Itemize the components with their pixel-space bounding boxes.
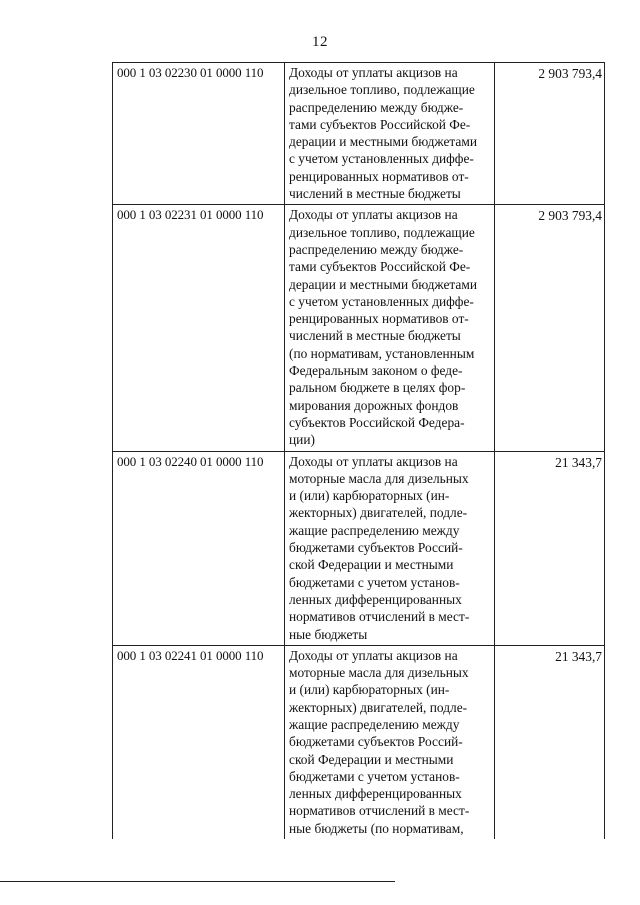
revenue-name-line: бюджетами субъектов Россий- xyxy=(289,734,463,750)
revenue-name-line: ные бюджеты (по нормативам, xyxy=(289,820,464,836)
revenue-name-line: распределению между бюдже- xyxy=(289,241,464,257)
revenue-name-line: субъектов Российской Федера- xyxy=(289,414,465,430)
revenue-name-line: числений в местные бюджеты xyxy=(289,328,461,344)
table-row xyxy=(113,451,605,645)
table-row xyxy=(113,205,605,451)
revenue-name-line: ленных дифференцированных xyxy=(289,591,462,607)
revenue-name-line: с учетом установленных диффе- xyxy=(289,293,474,309)
revenue-name-line: моторные масла для дизельных xyxy=(289,470,469,486)
revenue-name-line: и (или) карбюраторных (ин- xyxy=(289,682,450,698)
revenue-name-line: мирования дорожных фондов xyxy=(289,397,459,413)
revenue-code: 000 1 03 02231 01 0000 110 xyxy=(113,205,285,451)
revenue-name-line: бюджетами с учетом установ- xyxy=(289,768,460,784)
revenue-name xyxy=(285,645,495,839)
revenue-name-line: тами субъектов Российской Фе- xyxy=(289,116,471,132)
revenue-name-line: ции) xyxy=(289,432,315,448)
revenue-name-line: ренцированных нормативов от- xyxy=(289,311,469,327)
page-number: 12 xyxy=(312,34,328,50)
revenue-name-line: Федеральным законом о феде- xyxy=(289,363,463,379)
revenue-name-line: распределению между бюдже- xyxy=(289,99,464,115)
revenue-name-line: ные бюджеты xyxy=(289,626,368,642)
table-row xyxy=(113,63,605,205)
revenue-name-line: нормативов отчислений в мест- xyxy=(289,609,470,625)
revenue-amount: 2 903 793,4 xyxy=(495,205,605,451)
revenue-name-line: и (или) карбюраторных (ин- xyxy=(289,488,450,504)
revenue-code: 000 1 03 02230 01 0000 110 xyxy=(113,63,285,205)
revenue-name-line: Доходы от уплаты акцизов на xyxy=(289,453,458,469)
revenue-name-line: дизельное топливо, подлежащие xyxy=(289,224,475,240)
revenue-name-line: бюджетами субъектов Россий- xyxy=(289,540,463,556)
revenue-name-line: дизельное топливо, подлежащие xyxy=(289,82,475,98)
revenue-name-line: тами субъектов Российской Фе- xyxy=(289,259,471,275)
revenue-name-line: ской Федерации и местными xyxy=(289,751,454,767)
revenue-name-line: Доходы от уплаты акцизов на xyxy=(289,65,458,80)
footnote-divider xyxy=(0,881,395,882)
revenue-name-line: дерации и местными бюджетами xyxy=(289,134,478,150)
revenue-name-line: числений в местные бюджеты xyxy=(289,186,461,202)
revenue-name-line: Доходы от уплаты акцизов на xyxy=(289,647,458,663)
budget-revenue-table xyxy=(112,62,605,839)
revenue-name-line: Доходы от уплаты акцизов на xyxy=(289,207,458,223)
revenue-amount: 21 343,7 xyxy=(495,451,605,645)
revenue-name-line: (по нормативам, установленным xyxy=(289,345,475,361)
table-row xyxy=(113,645,605,839)
revenue-name-line: жекторных) двигателей, подле- xyxy=(289,505,468,521)
revenue-name-line: ской Федерации и местными xyxy=(289,557,454,573)
revenue-name-line: бюджетами с учетом установ- xyxy=(289,574,460,590)
revenue-name-line: жащие распределению между xyxy=(289,716,460,732)
table-body xyxy=(113,63,605,840)
revenue-name-line: с учетом установленных диффе- xyxy=(289,151,474,167)
revenue-name-line: ренцированных нормативов от- xyxy=(289,168,469,184)
revenue-name-line: нормативов отчислений в мест- xyxy=(289,803,470,819)
revenue-name xyxy=(285,205,495,451)
revenue-name xyxy=(285,63,495,205)
revenue-name-line: ральном бюджете в целях фор- xyxy=(289,380,466,396)
revenue-code: 000 1 03 02240 01 0000 110 xyxy=(113,451,285,645)
revenue-name-line: жащие распределению между xyxy=(289,522,460,538)
revenue-name-line: дерации и местными бюджетами xyxy=(289,276,478,292)
revenue-name-line: ленных дифференцированных xyxy=(289,786,462,802)
revenue-code: 000 1 03 02241 01 0000 110 xyxy=(113,645,285,839)
revenue-name-line: моторные масла для дизельных xyxy=(289,665,469,681)
revenue-amount: 21 343,7 xyxy=(495,645,605,839)
revenue-name-line: жекторных) двигателей, подле- xyxy=(289,699,468,715)
revenue-amount: 2 903 793,4 xyxy=(495,63,605,205)
revenue-name xyxy=(285,451,495,645)
